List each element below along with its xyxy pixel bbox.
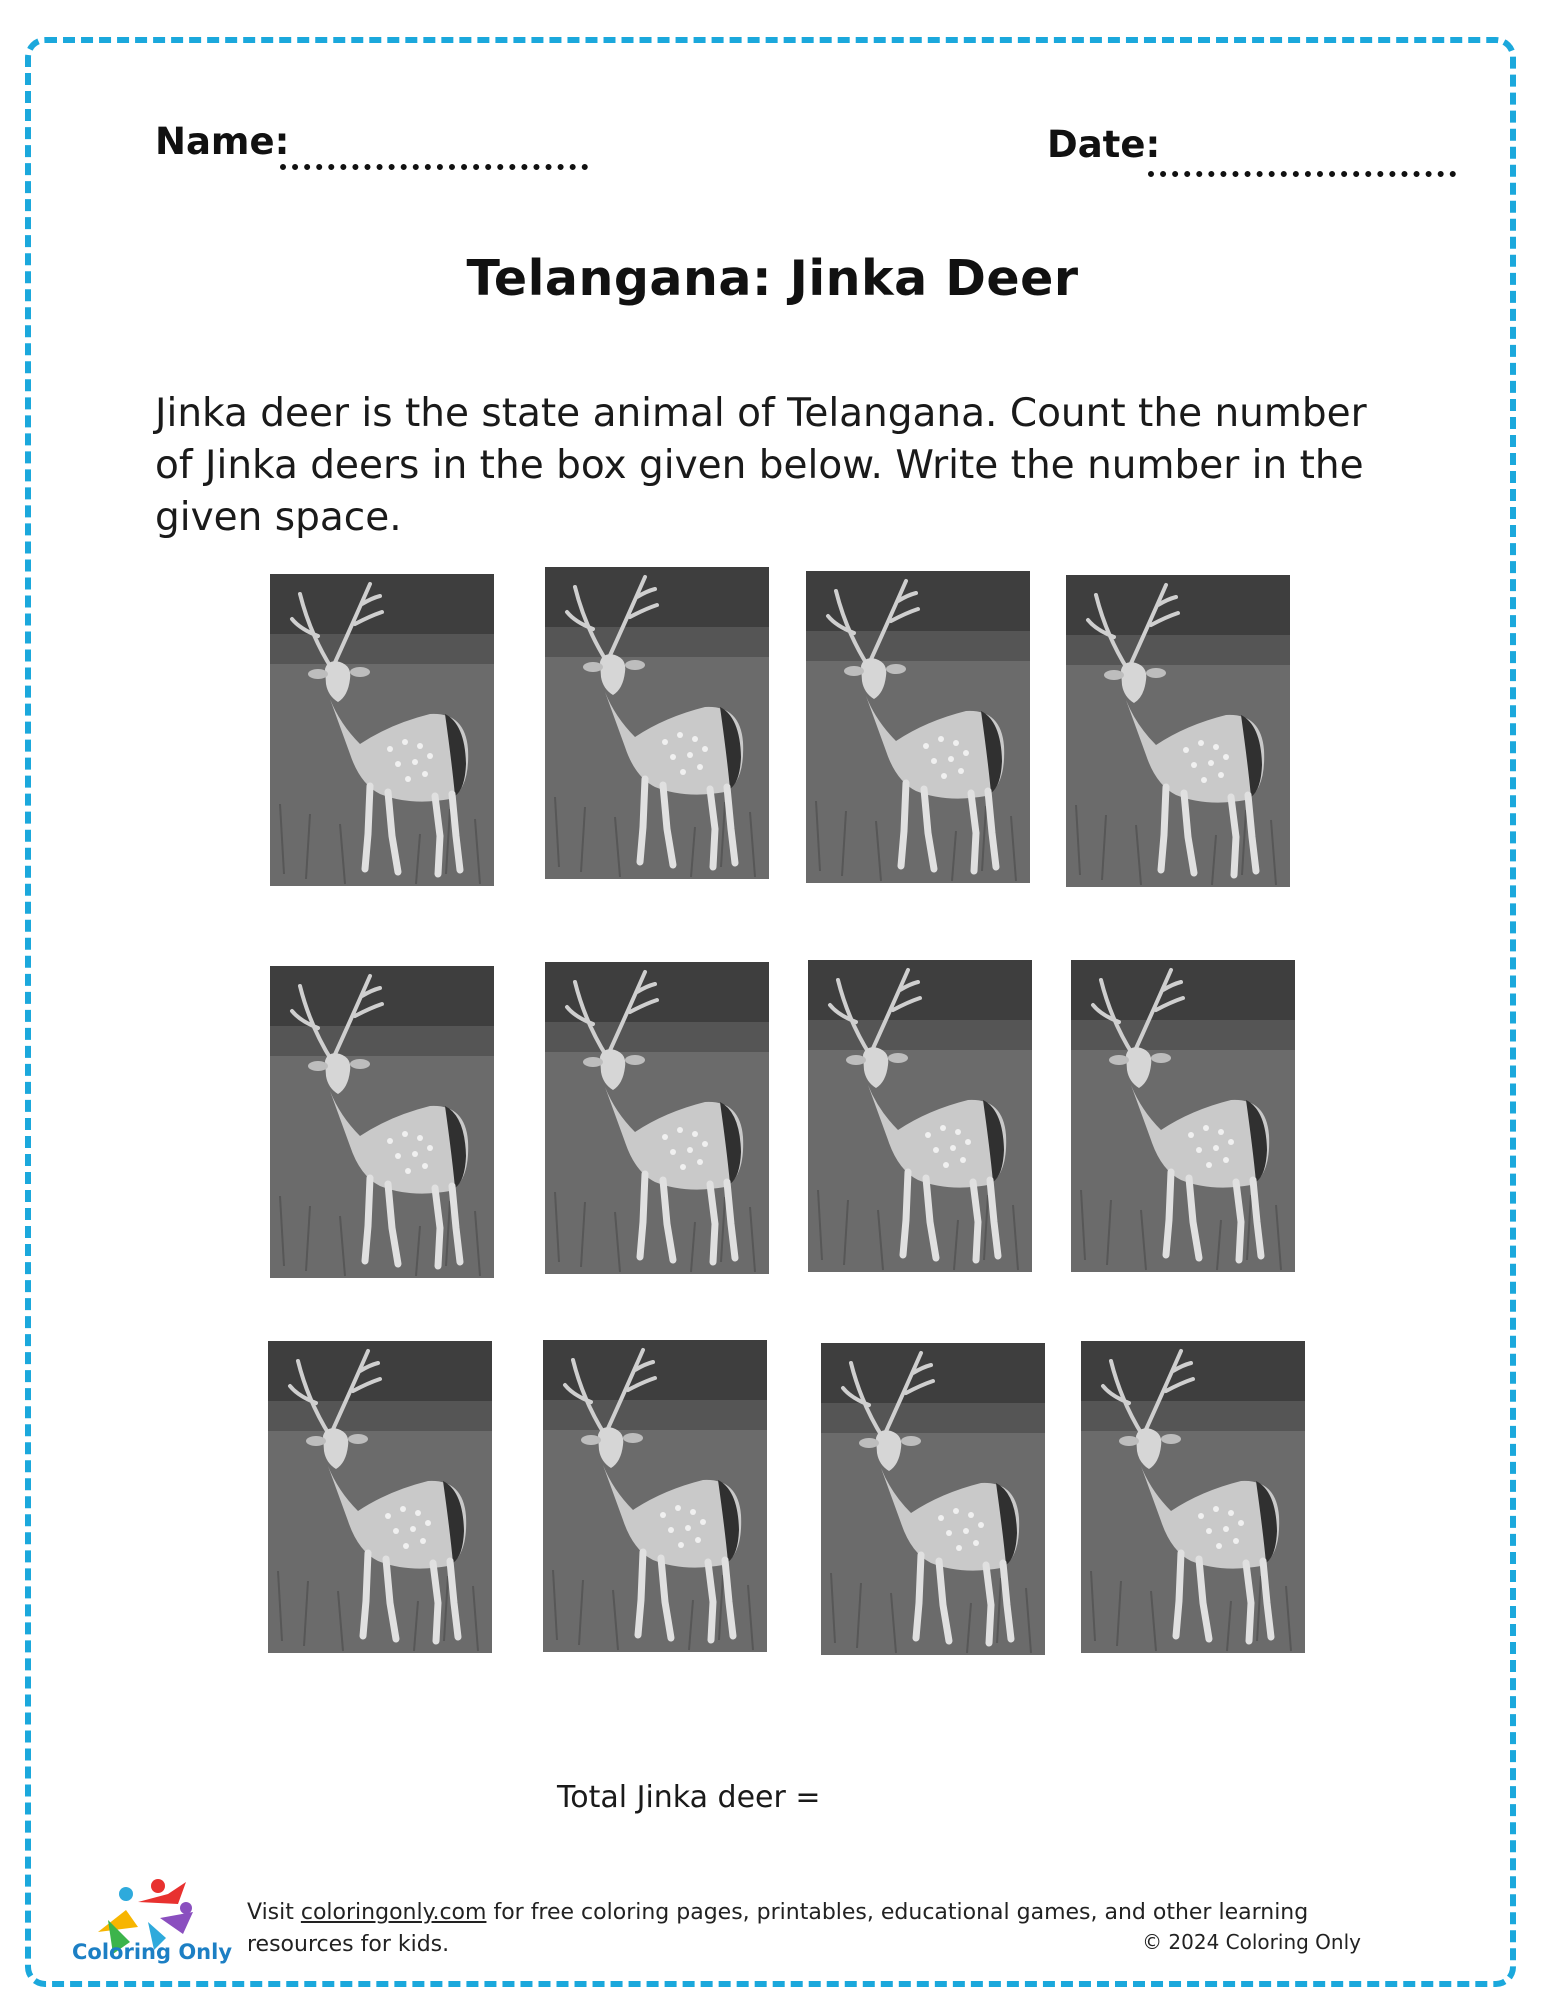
copyright-text: © 2024 Coloring Only — [1142, 1930, 1361, 1954]
page-title: Telangana: Jinka Deer — [466, 250, 1079, 307]
deer-image — [270, 966, 494, 1278]
name-blank-line[interactable] — [280, 164, 588, 170]
deer-image — [1081, 1341, 1305, 1653]
deer-image — [808, 960, 1032, 1272]
deer-image — [268, 1341, 492, 1653]
date-label: Date: — [1047, 123, 1161, 166]
footer-link[interactable]: coloringonly.com — [300, 1900, 487, 1925]
deer-image — [806, 571, 1030, 883]
name-label: Name: — [155, 120, 290, 163]
deer-image — [545, 567, 769, 879]
instructions-text: Jinka deer is the state animal of Telangana. Count the number of Jinka deers in the box given below. Write the number in the given space. — [155, 391, 1367, 540]
logo-text: Coloring Only — [72, 1940, 233, 1964]
total-deer-answer-label: Total Jinka deer = — [557, 1780, 821, 1815]
footer-visit: Visit — [247, 1900, 301, 1925]
footer-rest: for free coloring pages, printables, educational games, and other learning resources for kids. — [247, 1900, 1309, 1957]
deer-image — [1071, 960, 1295, 1272]
deer-image — [821, 1343, 1045, 1655]
deer-image — [1066, 575, 1290, 887]
deer-image — [545, 962, 769, 1274]
date-blank-line[interactable] — [1148, 171, 1456, 177]
deer-image — [270, 574, 494, 886]
deer-image — [543, 1340, 767, 1652]
